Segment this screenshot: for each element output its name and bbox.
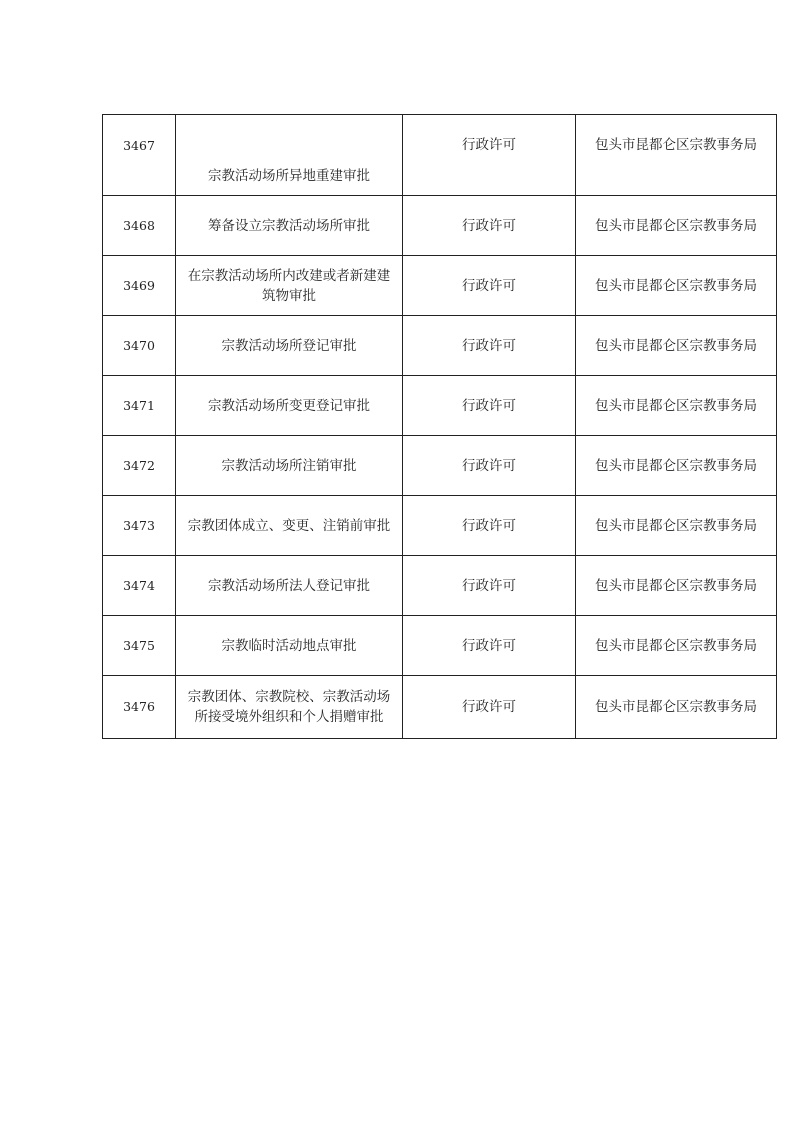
item-name: 宗教临时活动地点审批	[176, 616, 403, 676]
item-name: 宗教团体成立、变更、注销前审批	[176, 496, 403, 556]
table-row	[103, 436, 777, 496]
item-name: 宗教团体、宗教院校、宗教活动场所接受境外组织和个人捐赠审批	[176, 676, 403, 739]
item-number: 3470	[103, 316, 176, 376]
item-department: 包头市昆都仑区宗教事务局	[576, 316, 777, 376]
item-number: 3473	[103, 496, 176, 556]
item-department: 包头市昆都仑区宗教事务局	[576, 496, 777, 556]
item-type: 行政许可	[403, 256, 576, 316]
item-number: 3475	[103, 616, 176, 676]
item-name: 筹备设立宗教活动场所审批	[176, 196, 403, 256]
item-type: 行政许可	[403, 196, 576, 256]
item-type: 行政许可	[403, 676, 576, 739]
item-name: 宗教活动场所法人登记审批	[176, 556, 403, 616]
item-type: 行政许可	[403, 556, 576, 616]
item-number: 3474	[103, 556, 176, 616]
table-row	[103, 496, 777, 556]
table-row	[103, 376, 777, 436]
approval-items-table	[102, 114, 777, 739]
item-name: 宗教活动场所注销审批	[176, 436, 403, 496]
item-number: 3468	[103, 196, 176, 256]
item-name: 宗教活动场所异地重建审批	[176, 115, 403, 196]
item-department: 包头市昆都仑区宗教事务局	[576, 616, 777, 676]
item-number: 3469	[103, 256, 176, 316]
item-department: 包头市昆都仑区宗教事务局	[576, 436, 777, 496]
item-department: 包头市昆都仑区宗教事务局	[576, 376, 777, 436]
item-number: 3471	[103, 376, 176, 436]
table-row	[103, 316, 777, 376]
item-department: 包头市昆都仑区宗教事务局	[576, 115, 777, 196]
item-number: 3472	[103, 436, 176, 496]
table-row	[103, 196, 777, 256]
item-department: 包头市昆都仑区宗教事务局	[576, 256, 777, 316]
table-row	[103, 256, 777, 316]
item-department: 包头市昆都仑区宗教事务局	[576, 676, 777, 739]
item-type: 行政许可	[403, 436, 576, 496]
item-type: 行政许可	[403, 316, 576, 376]
table-row	[103, 115, 777, 196]
item-name: 宗教活动场所变更登记审批	[176, 376, 403, 436]
item-department: 包头市昆都仑区宗教事务局	[576, 556, 777, 616]
item-name: 在宗教活动场所内改建或者新建建筑物审批	[176, 256, 403, 316]
table-row	[103, 556, 777, 616]
table-row	[103, 616, 777, 676]
item-type: 行政许可	[403, 616, 576, 676]
item-department: 包头市昆都仑区宗教事务局	[576, 196, 777, 256]
item-type: 行政许可	[403, 115, 576, 196]
item-name: 宗教活动场所登记审批	[176, 316, 403, 376]
item-type: 行政许可	[403, 496, 576, 556]
table-row	[103, 676, 777, 739]
item-number: 3476	[103, 676, 176, 739]
item-type: 行政许可	[403, 376, 576, 436]
item-number: 3467	[103, 115, 176, 196]
